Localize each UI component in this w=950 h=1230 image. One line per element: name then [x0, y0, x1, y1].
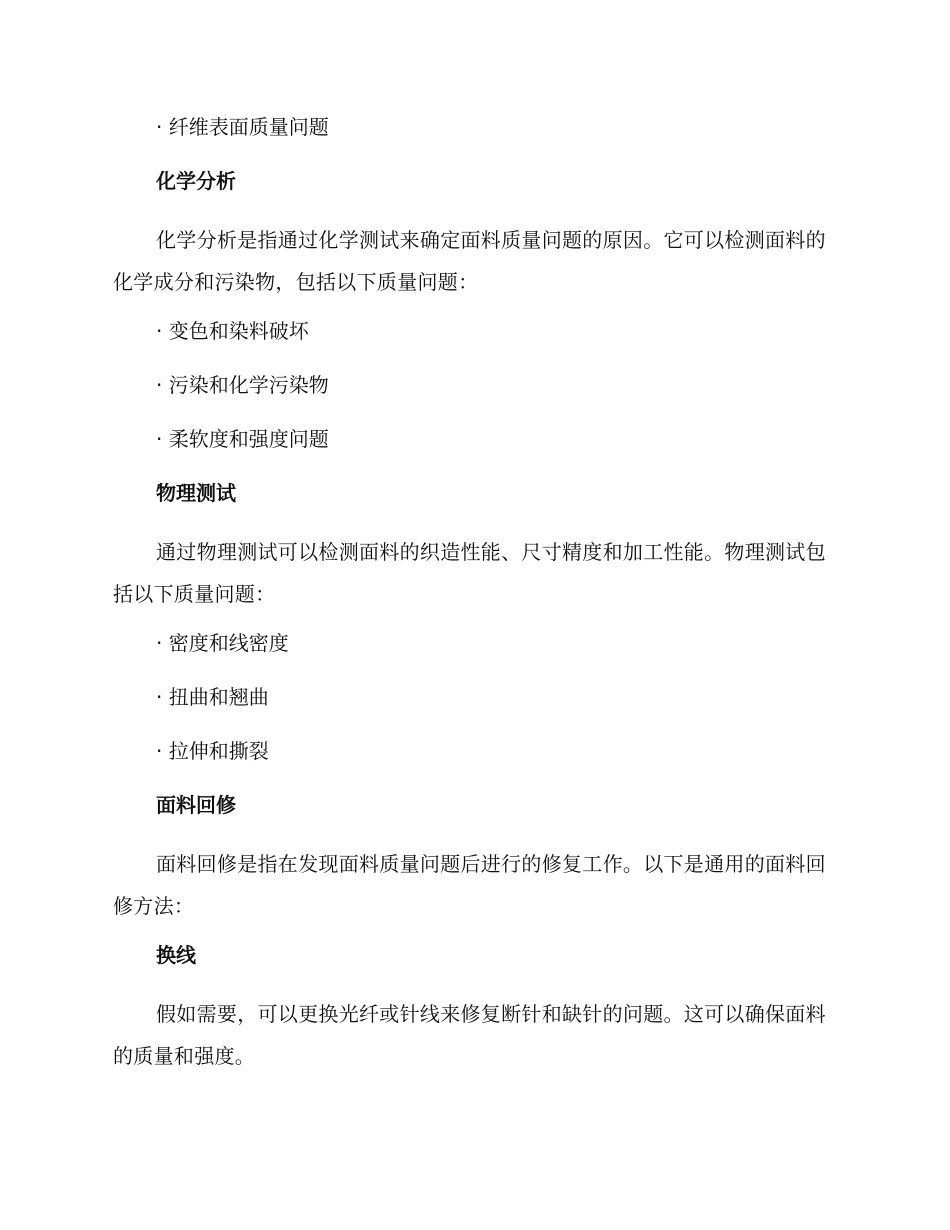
section-heading-fabric-repair: 面料回修	[156, 793, 236, 817]
section-heading-physical-testing: 物理测试	[156, 481, 236, 505]
bullet-twist-warp: · 扭曲和翘曲	[156, 685, 269, 709]
paragraph-rethreading: 假如需要，可以更换光纤或针线来修复断针和缺针的问题。这可以确保面料的质量和强度。	[113, 1002, 826, 1068]
bullet-discoloration: · 变色和染料破坏	[156, 319, 309, 343]
document-body	[113, 111, 833, 1089]
paragraph-fabric-repair: 面料回修是指在发现面料质量问题后进行的修复工作。以下是通用的面料回修方法：	[113, 852, 826, 918]
bullet-density: · 密度和线密度	[156, 631, 289, 655]
section-heading-chemical-analysis: 化学分析	[156, 169, 236, 193]
section-heading-rethreading: 换线	[156, 943, 196, 967]
bullet-softness-strength: · 柔软度和强度问题	[156, 427, 329, 451]
paragraph-physical-testing: 通过物理测试可以检测面料的织造性能、尺寸精度和加工性能。物理测试包括以下质量问题：	[113, 540, 826, 606]
bullet-tensile-tear: · 拉伸和撕裂	[156, 739, 269, 763]
bullet-contamination: · 污染和化学污染物	[156, 373, 329, 397]
paragraph-chemical-analysis: 化学分析是指通过化学测试来确定面料质量问题的原因。它可以检测面料的化学成分和污染物，包括以下质量问题：	[113, 228, 826, 294]
bullet-fiber-surface-quality: · 纤维表面质量问题	[156, 115, 329, 139]
